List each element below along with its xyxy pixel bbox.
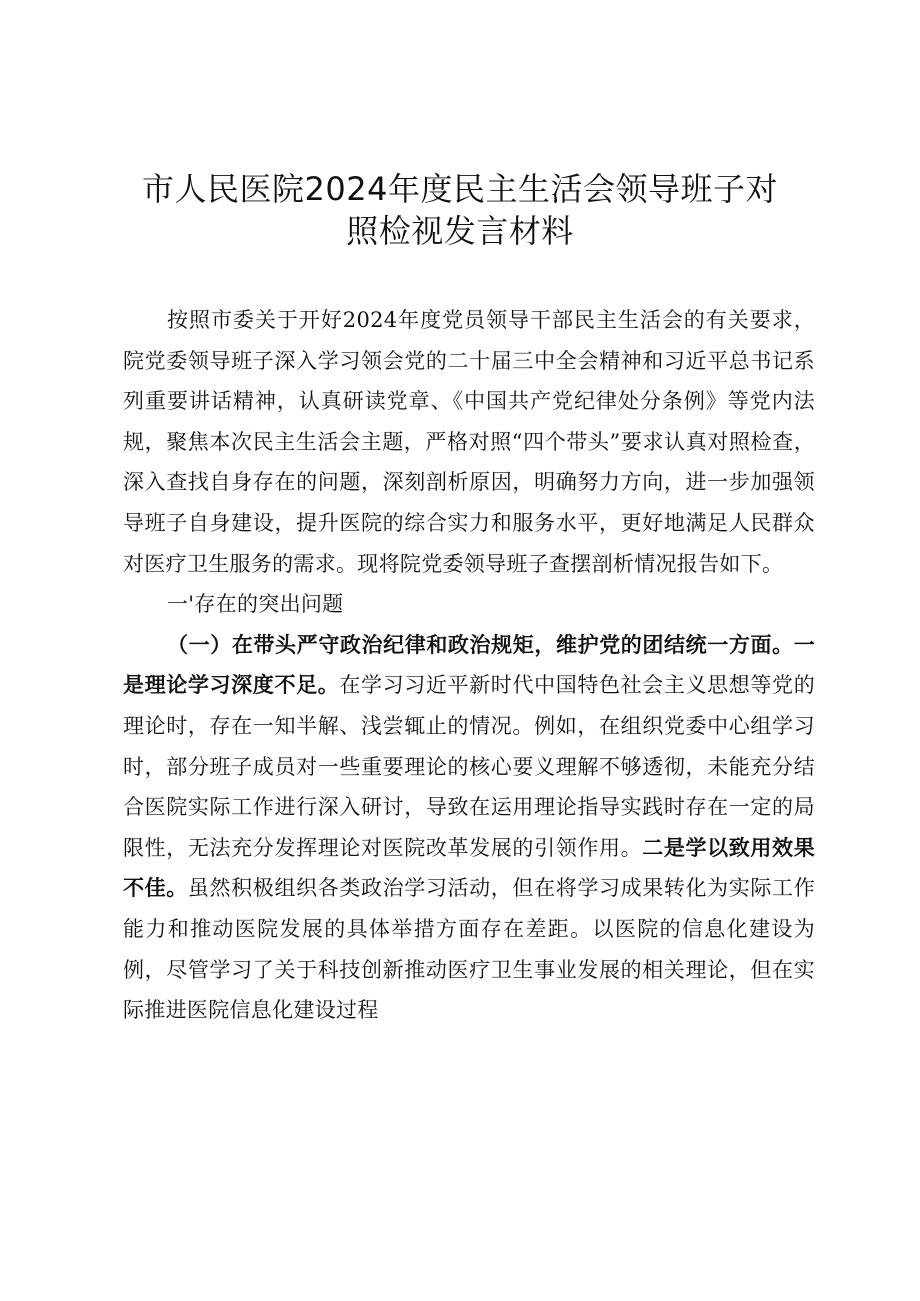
point-2-text: 虽然积极组织各类政治学习活动，但在将学习成果转化为实际工作能力和推动医院发展的具体举措方面存在差距。以医院的信息化建设为例，尽管学习了关于科技创新推动医疗卫生事业发展的相关理论，但在实际推进医院信息化建设过程 <box>123 876 815 1023</box>
point-2-label: 二是学以致用效果不佳。 <box>123 834 815 901</box>
subsection-heading: （一）在带头严守政治纪律和政治规矩，维护党的团结统一方面。 <box>167 631 794 657</box>
title-line-2: 照检视发言材料 <box>346 212 574 250</box>
subsection-paragraph <box>123 625 815 1031</box>
title-line-1: 市人民医院2024年度民主生活会领导班子对 <box>142 170 778 208</box>
point-1-text: 在学习习近平新时代中国特色社会主义思想等党的理论时，存在一知半解、浅尝辄止的情况。例如，在组织党委中心组学习时，部分班子成员对一些重要理论的核心要义理解不够透彻，未能充分结合医院实际工作进行深入研讨，导致在运用理论指导实践时存在一定的局限性，无法充分发挥理论对医院改革发展的引领作用。 <box>123 673 815 860</box>
document-title <box>0 168 920 252</box>
document-body <box>123 300 815 1031</box>
point-1-label: 一是理论学习深度不足。 <box>123 631 815 698</box>
intro-paragraph: 按照市委关于开好2024年度党员领导干部民主生活会的有关要求，院党委领导班子深入学习领会党的二十届三中全会精神和习近平总书记系列重要讲话精神，认真研读党章、《中国共产党纪律处分条例》等党内法规，聚焦本次民主生活会主题，严格对照“四个带头”要求认真对照检查，深入查找自身存在的问题，深刻剖析原因，明确努力方向，进一步加强领导班子自身建设，提升医院的综合实力和服务水平，更好地满足人民群众对医疗卫生服务的需求。现将院党委领导班子查摆剖析情况报告如下。 <box>123 308 815 576</box>
section-heading: 一'存在的突出问题 <box>167 592 344 617</box>
